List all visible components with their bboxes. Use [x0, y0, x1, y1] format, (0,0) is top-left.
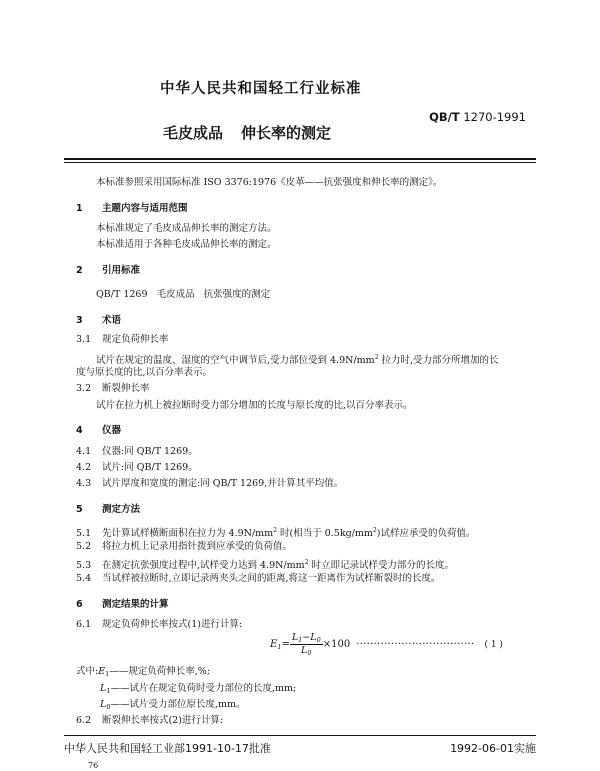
- standard-code-prefix: QB/T: [429, 110, 460, 124]
- title-part1: 毛皮成品: [163, 124, 224, 142]
- clause-3-2-paragraph: 试片在拉力机上被拉断时受力部分增加的长度与原长度的比,以百分率表示。: [96, 400, 413, 411]
- implementation-date: 1992-06-01实施: [450, 742, 536, 755]
- document-title: [163, 122, 331, 143]
- clause-3-1-sup: 2: [374, 354, 379, 361]
- clause-3-1-heading: [76, 333, 169, 346]
- clause-5-3: [76, 556, 454, 572]
- approval-date: 中华人民共和国轻工业部1991-10-17批准: [64, 742, 271, 755]
- clause-6-1-text: 规定负荷伸长率按式(1)进行计算:: [102, 619, 243, 630]
- clause-3-1-text-b: 拉力时,受力部分所增加的长: [378, 355, 499, 366]
- where-3-sub: 0: [106, 703, 111, 711]
- clause-4-2-text: 试片:同 QB/T 1269。: [102, 462, 198, 473]
- fraction-denominator: [290, 645, 323, 657]
- clause-5-1-text-c: )试样应承受的负荷值。: [376, 528, 476, 539]
- where-3-symbol: L: [100, 699, 107, 710]
- clause-5-4-text: 当试样被拉断时,立即记录两夹头之间的距离,将这一距离作为试样断裂时的长度。: [102, 573, 441, 584]
- section-2-paragraph-1: QB/T 1269 毛皮成品 抗张强度的测定: [96, 289, 271, 300]
- clause-5-1-sup-b: 2: [372, 527, 377, 534]
- clause-5-1-number: 5.1: [76, 528, 92, 539]
- where-2-symbol: L: [100, 683, 107, 694]
- formula-lhs-symbol: E: [270, 639, 278, 650]
- clause-6-2: [76, 714, 223, 727]
- clause-3-1-text-a: 试片在规定的温度、湿度的空气中调节后,受力部位受到 4.9N/mm: [96, 355, 375, 366]
- footer-rule: [64, 735, 536, 736]
- clause-5-3-number: 5.3: [76, 560, 92, 571]
- section-1-paragraph-2: 本标准适用于各种毛皮成品伸长率的测定。: [96, 239, 277, 250]
- clause-4-2: [76, 461, 198, 474]
- clause-6-1-number: 6.1: [76, 619, 92, 630]
- clause-5-4: [76, 572, 441, 585]
- issuing-organization: 中华人民共和国轻工行业标准: [160, 81, 362, 97]
- clause-5-1: [76, 524, 475, 540]
- where-1-text: ——规定负荷伸长率,%;: [109, 666, 211, 677]
- numerator-l0-sub: 0: [316, 636, 321, 644]
- clause-4-3-number: 4.3: [76, 478, 92, 489]
- section-3-title: 术语: [102, 315, 122, 326]
- clause-5-3-text-b: 时立即记录试样受力部分的长度。: [308, 560, 455, 571]
- formula-number: ( 1 ): [484, 640, 503, 650]
- where-2-sub: 1: [106, 687, 111, 695]
- clause-5-3-sup: 2: [304, 559, 309, 566]
- section-1-title: 主题内容与适用范围: [102, 203, 188, 214]
- page-number: 76: [88, 761, 99, 770]
- clause-5-2-text: 将拉力机上记录用指针拨到应承受的负荷值。: [102, 541, 293, 552]
- clause-4-1: [76, 445, 198, 458]
- clause-5-2: [76, 540, 292, 553]
- clause-5-1-text-b: 时(相当于 0.5kg/mm: [277, 528, 373, 539]
- clause-5-1-text-a: 先计算试样横断面积在拉力为 4.9N/mm: [102, 528, 274, 539]
- where-1-symbol: E: [98, 666, 106, 677]
- fraction-numerator: [290, 632, 323, 645]
- section-4-title: 仪器: [102, 425, 122, 436]
- section-1-paragraph-1: 本标准规定了毛皮成品伸长率的测定方法。: [96, 223, 277, 234]
- clause-5-1-sup-a: 2: [273, 527, 277, 534]
- section-2-title: 引用标准: [102, 265, 141, 276]
- section-1-number: 1: [76, 203, 83, 214]
- clause-3-1-paragraph-line2: 度与原长度的比,以百分率表示。: [76, 367, 213, 378]
- clause-4-2-number: 4.2: [76, 462, 92, 473]
- where-1-sub: 1: [105, 670, 110, 678]
- clause-3-1-title: 规定负荷伸长率: [102, 334, 169, 345]
- where-line-3: [100, 698, 246, 714]
- title-part2: 伸长率的测定: [241, 124, 332, 142]
- header-rule-thick: [64, 158, 536, 160]
- denominator-l0: L: [301, 645, 308, 656]
- clause-5-2-number: 5.2: [76, 541, 92, 552]
- section-2-number: 2: [76, 265, 83, 276]
- clause-5-4-number: 5.4: [76, 573, 92, 584]
- clause-6-2-number: 6.2: [76, 715, 92, 726]
- clause-3-2-heading: [76, 382, 150, 395]
- clause-6-1: [76, 618, 242, 631]
- section-5-title: 测定方法: [102, 504, 141, 515]
- intro-paragraph: 本标准参照采用国际标准 ISO 3376:1976《皮革——抗张强度和伸长率的测定》。: [96, 177, 443, 188]
- section-4-number: 4: [76, 425, 83, 436]
- section-3-heading: [76, 312, 121, 326]
- section-3-number: 3: [76, 315, 83, 326]
- section-6-title: 测定结果的计算: [102, 599, 169, 610]
- where-2-text: ——试片在规定负荷时受力部位的长度,mm;: [110, 683, 297, 694]
- formula-lhs-subscript: 1: [277, 643, 282, 651]
- section-6-number: 6: [76, 599, 83, 610]
- formula-multiplier: ×100: [322, 639, 351, 650]
- clause-3-1-paragraph-line1: [96, 351, 499, 367]
- clause-6-2-text: 断裂伸长率按式(2)进行计算:: [102, 715, 224, 726]
- clause-4-1-text: 仪器:同 QB/T 1269。: [102, 446, 198, 457]
- numerator-l1: L: [291, 632, 299, 643]
- formula-leader-dots: ··································: [356, 639, 475, 650]
- clause-4-1-number: 4.1: [76, 446, 92, 457]
- clause-4-3: [76, 477, 343, 490]
- clause-3-2-number: 3.2: [76, 383, 92, 394]
- clause-4-3-text: 试片厚度和宽度的测定:同 QB/T 1269,并计算其平均值。: [102, 478, 344, 489]
- denominator-l0-sub: 0: [307, 649, 312, 657]
- where-line-2: [100, 682, 296, 698]
- section-1-heading: [76, 200, 188, 214]
- clause-5-3-text-a: 在测定抗张强度过程中,试样受力达到 4.9N/mm: [102, 560, 305, 571]
- formula-fraction: [290, 632, 323, 657]
- where-label: 式中:: [76, 666, 99, 677]
- section-6-heading: [76, 596, 169, 610]
- numerator-l1-sub: 1: [298, 636, 303, 644]
- where-line-1: [76, 665, 210, 681]
- where-3-text: ——试片受力部位原长度,mm。: [110, 699, 246, 710]
- section-5-heading: [76, 501, 140, 515]
- formula-equals: =: [281, 639, 290, 650]
- section-2-heading: [76, 262, 140, 276]
- section-4-heading: [76, 422, 121, 436]
- header-rule-thin: [64, 162, 536, 163]
- clause-3-2-title: 断裂伸长率: [102, 383, 150, 394]
- clause-3-1-number: 3.1: [76, 334, 92, 345]
- numerator-minus-l0: −L: [302, 632, 317, 643]
- section-5-number: 5: [76, 504, 83, 515]
- standard-code: [429, 110, 526, 124]
- standard-code-number: 1270-1991: [463, 110, 526, 124]
- formula-1: [270, 632, 503, 657]
